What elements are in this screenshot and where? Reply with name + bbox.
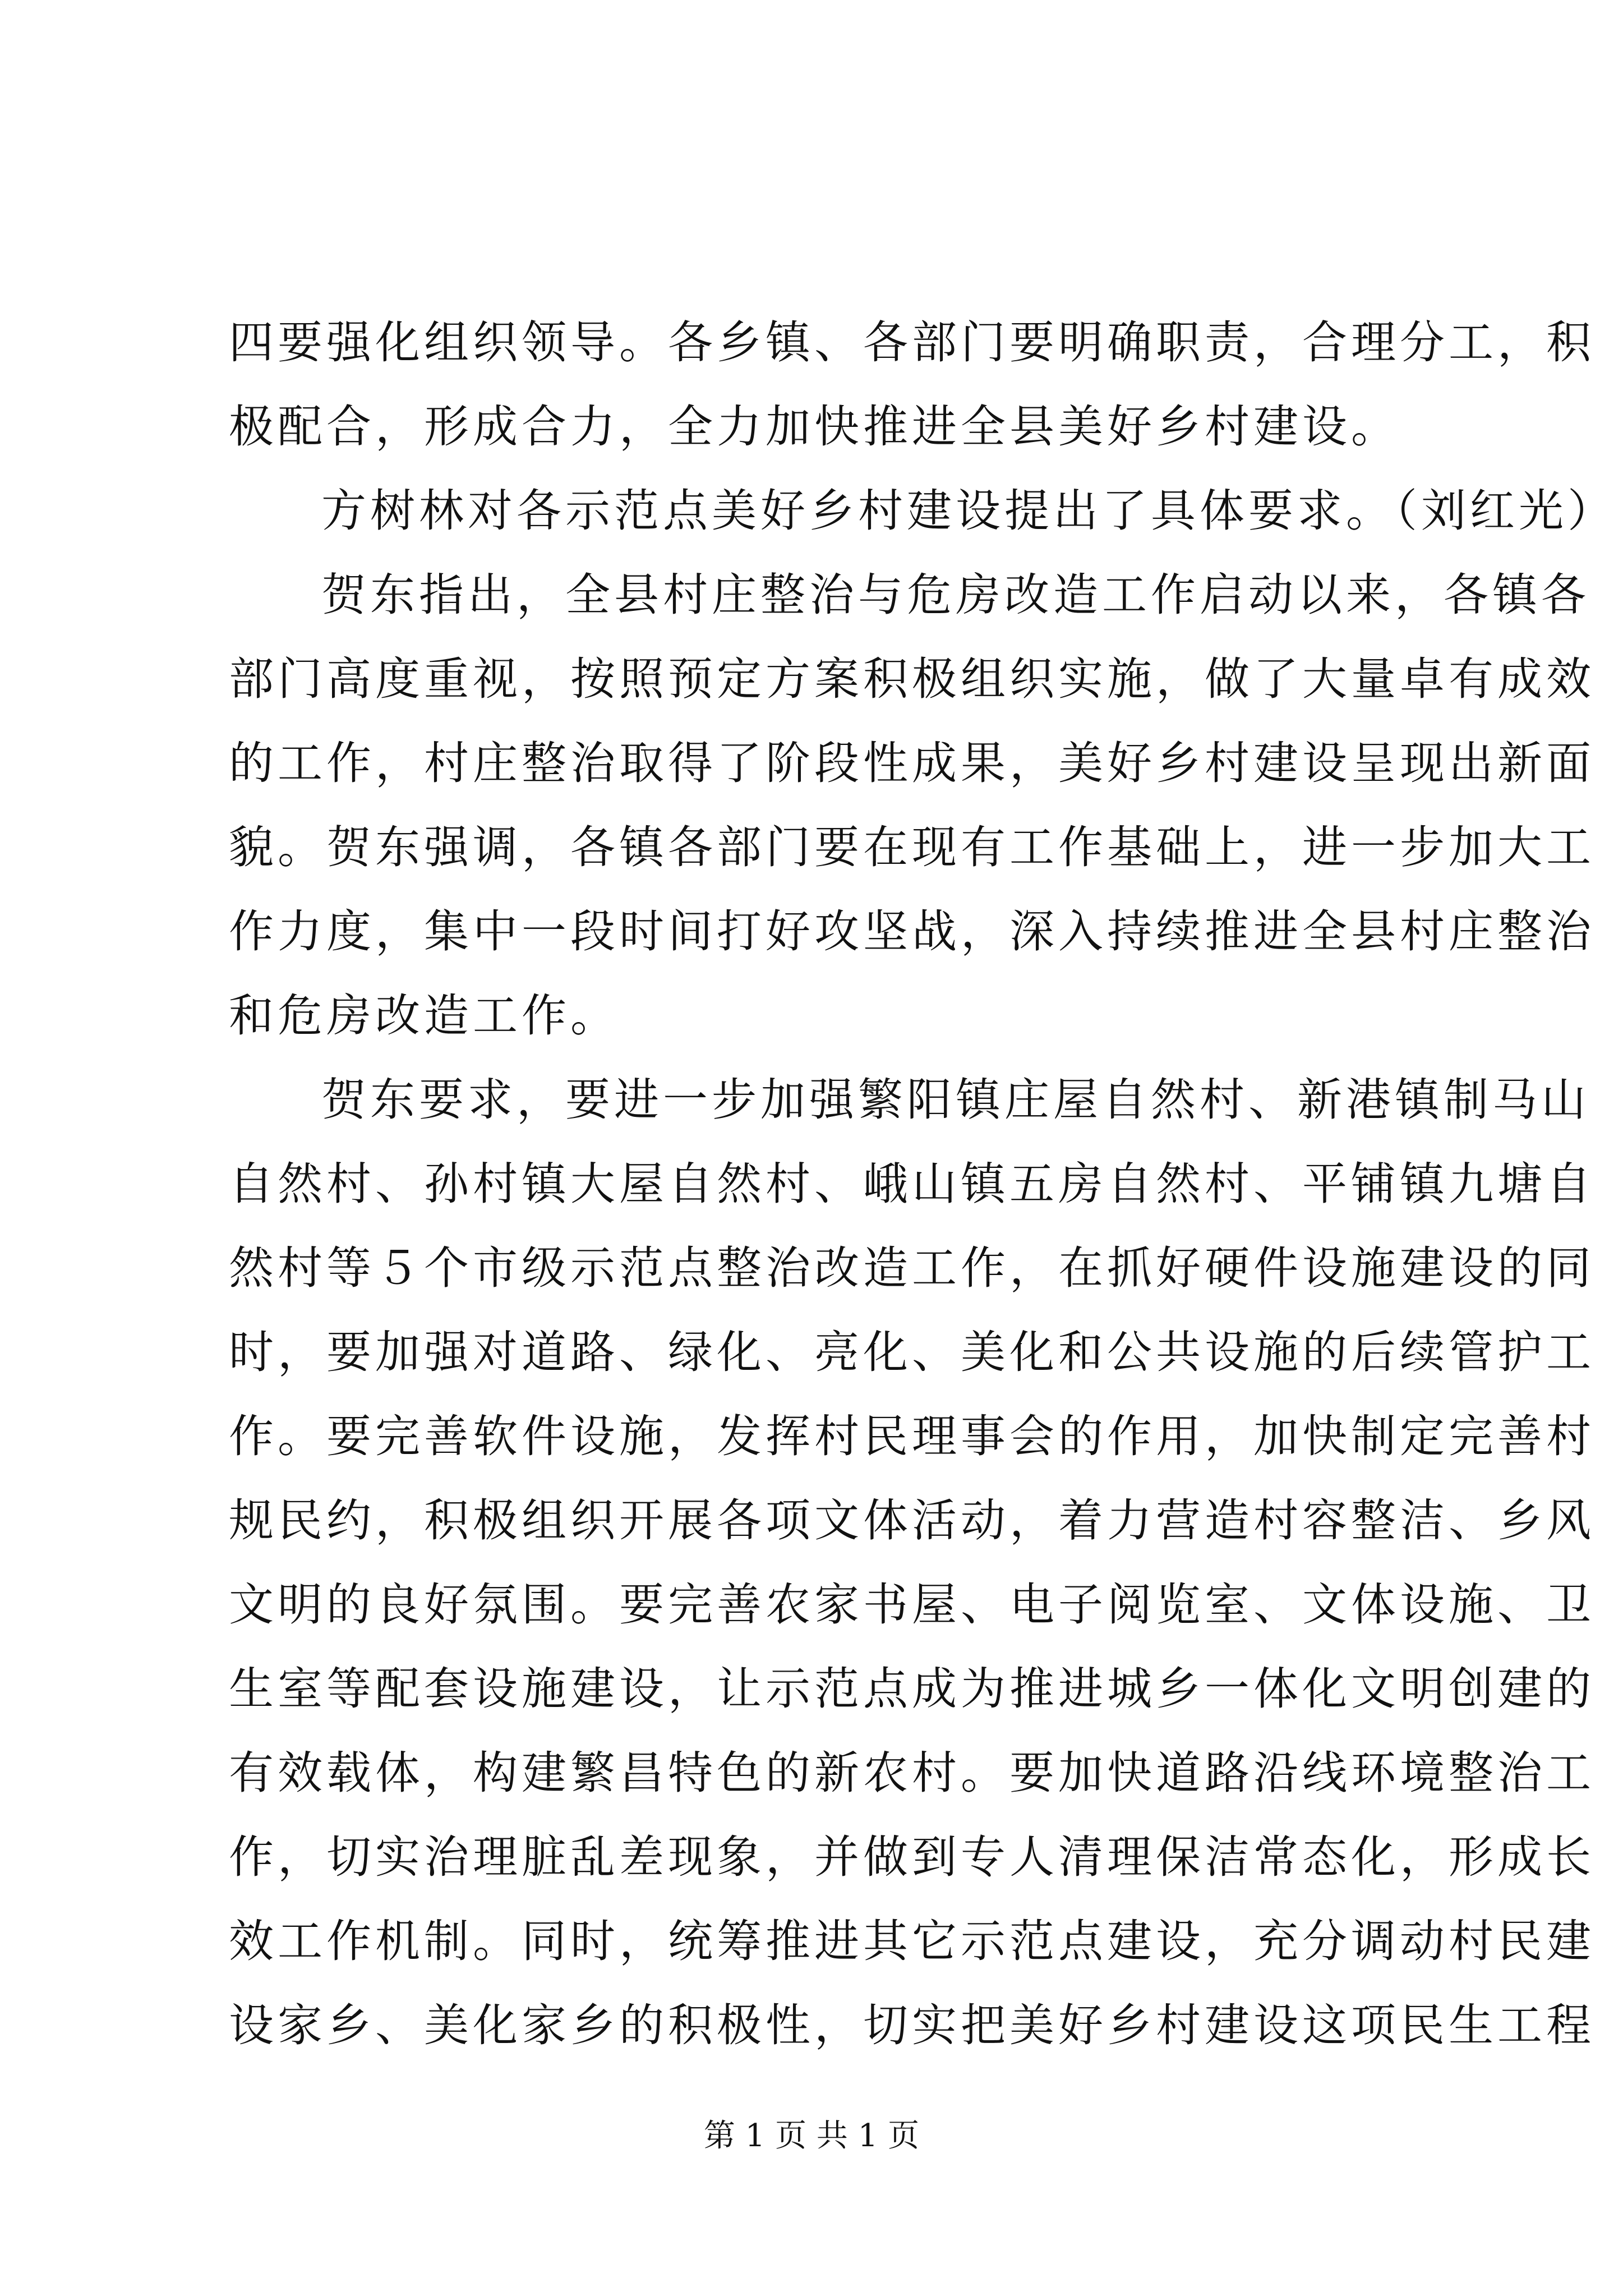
text-line: 作。要完善软件设施，发挥村民理事会的作用，加快制定完善村 [229, 1410, 1595, 1462]
text-line: 自然村、孙村镇大屋自然村、峨山镇五房自然村、平铺镇九塘自 [229, 1158, 1595, 1210]
text-line: 和危房改造工作。 [229, 990, 619, 1042]
text-line: 贺东要求，要进一步加强繁阳镇庄屋自然村、新港镇制马山 [321, 1074, 1590, 1126]
text-line: 设家乡、美化家乡的积极性，切实把美好乡村建设这项民生工程 [229, 1999, 1595, 2051]
text-line: 的工作，村庄整治取得了阶段性成果，美好乡村建设呈现出新面 [229, 737, 1595, 789]
text-line: 方树林对各示范点美好乡村建设提出了具体要求。（刘红光） [321, 485, 1616, 537]
text-line: 作，切实治理脏乱差现象，并做到专人清理保洁常态化，形成长 [229, 1831, 1595, 1883]
text-line: 文明的良好氛围。要完善农家书屋、电子阅览室、文体设施、卫 [229, 1579, 1595, 1631]
text-line: 时，要加强对道路、绿化、亮化、美化和公共设施的后续管护工 [229, 1326, 1595, 1378]
text-line: 作力度，集中一段时间打好攻坚战，深入持续推进全县村庄整治 [229, 905, 1595, 958]
text-line: 四要强化组织领导。各乡镇、各部门要明确职责，合理分工，积 [229, 316, 1595, 369]
text-line: 极配合，形成合力，全力加快推进全县美好乡村建设。 [229, 401, 1400, 453]
text-line: 部门高度重视，按照预定方案积极组织实施，做了大量卓有成效 [229, 653, 1595, 705]
text-line: 然村等５个市级示范点整治改造工作，在抓好硬件设施建设的同 [229, 1242, 1595, 1294]
text-line: 贺东指出，全县村庄整治与危房改造工作启动以来，各镇各 [321, 569, 1590, 621]
page-footer: 第 1 页 共 1 页 [703, 2118, 920, 2154]
text-line: 效工作机制。同时，统筹推进其它示范点建设，充分调动村民建 [229, 1915, 1595, 1967]
text-line: 规民约，积极组织开展各项文体活动，着力营造村容整洁、乡风 [229, 1494, 1595, 1547]
text-line: 有效载体，构建繁昌特色的新农村。要加快道路沿线环境整治工 [229, 1747, 1595, 1799]
text-line: 貌。贺东强调，各镇各部门要在现有工作基础上，进一步加大工 [229, 821, 1595, 873]
text-line: 生室等配套设施建设，让示范点成为推进城乡一体化文明创建的 [229, 1663, 1595, 1715]
